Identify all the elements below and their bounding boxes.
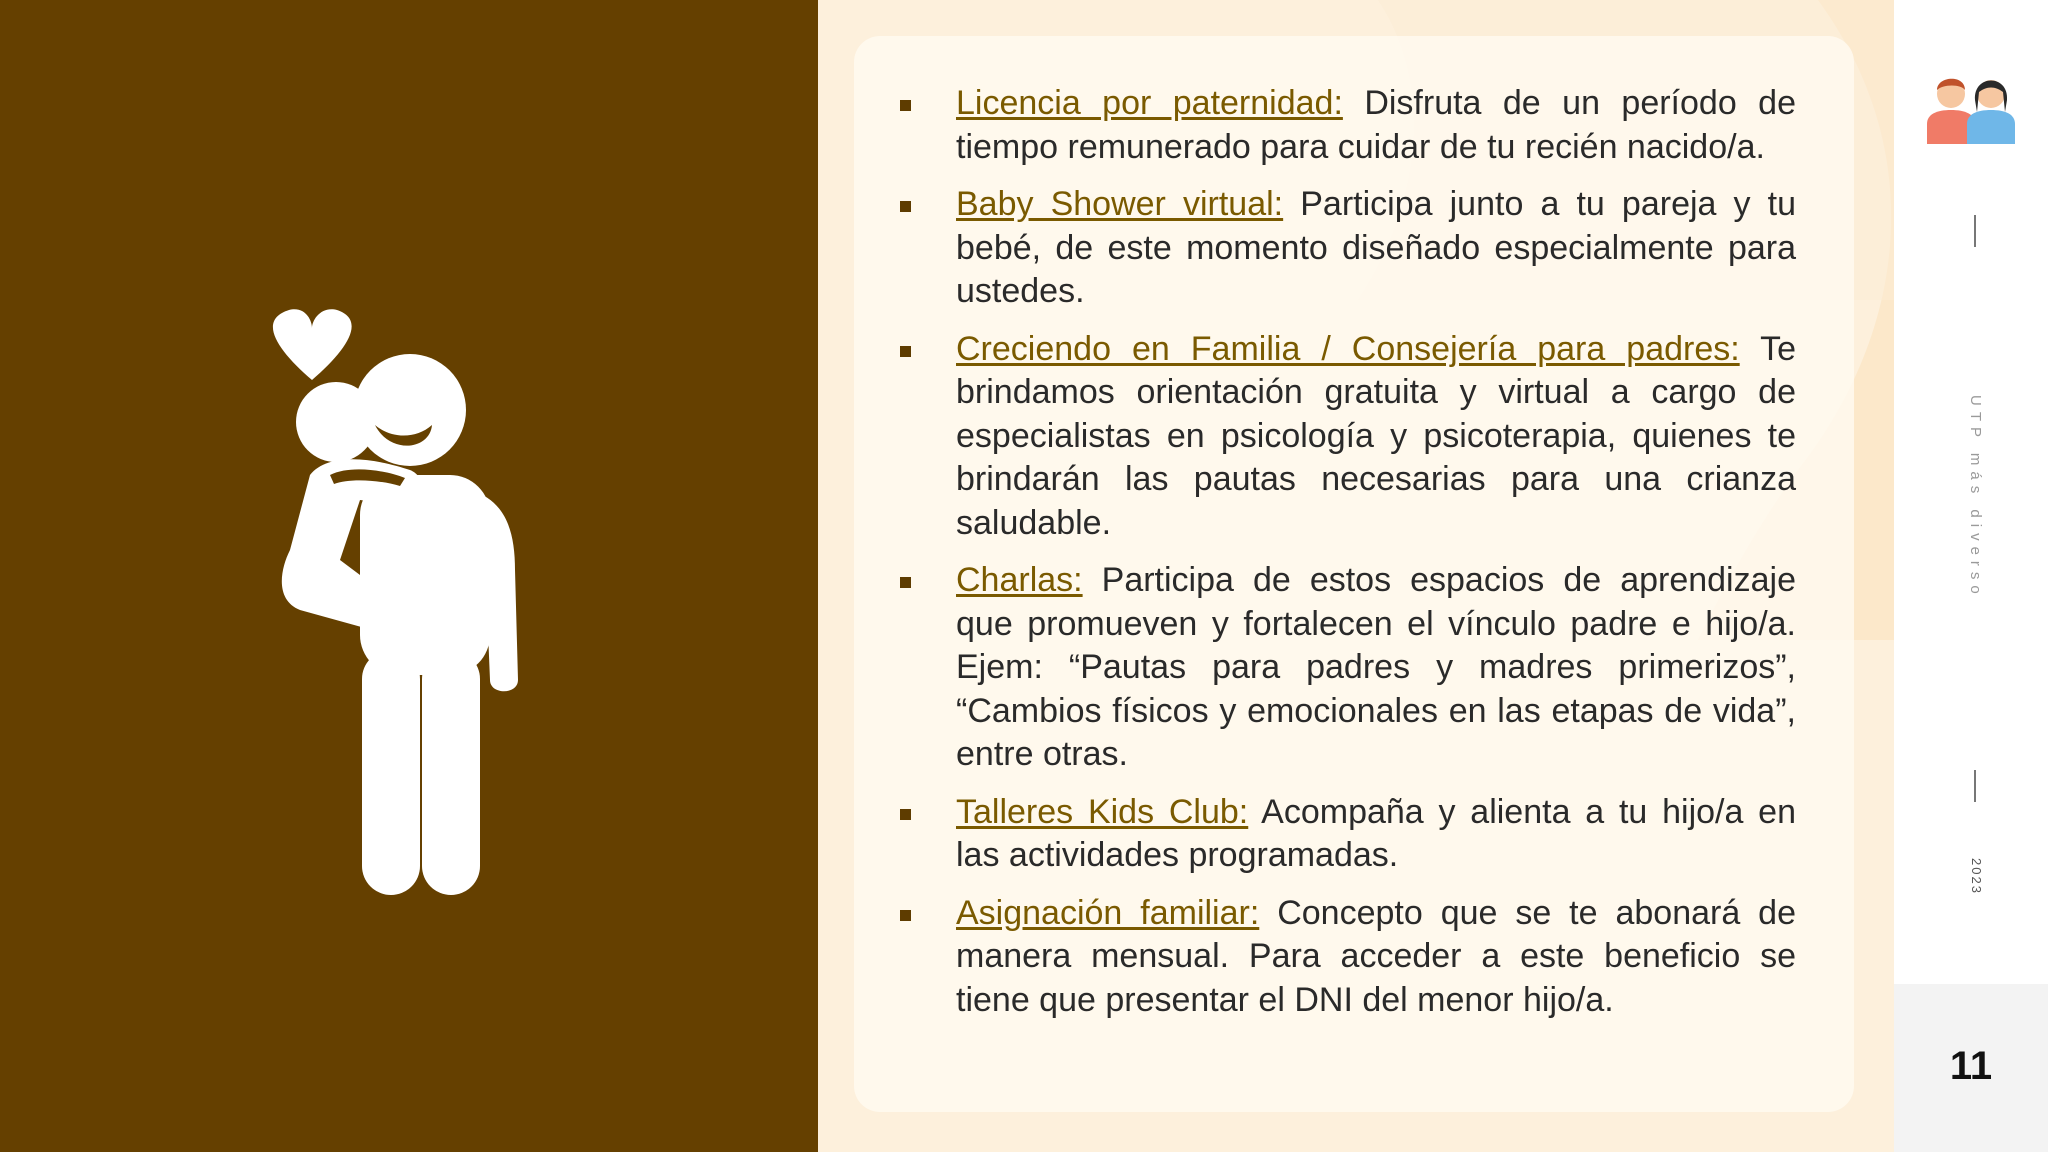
list-item [956,892,1796,1023]
vertical-tagline: UTP más diverso [1967,395,1984,600]
square-bullet-icon [900,577,911,588]
left-image-panel [0,0,818,1152]
parent-holding-baby-icon [270,300,550,900]
vertical-year: 2023 [1969,858,1984,895]
benefit-term[interactable]: Charlas: [956,561,1083,599]
square-bullet-icon [900,910,911,921]
benefit-term[interactable]: Talleres Kids Club: [956,792,1249,831]
list-item [956,791,1796,878]
benefit-description: Te brindamos orientación gratuita y virtual a cargo de especialistas en psicología y psicoterapia, quienes te brindarán las pautas necesarias para una crianza saludable. [956,329,1796,542]
list-item [956,559,1796,777]
page-number: 11 [1949,1044,1993,1088]
benefit-description: Disfruta de un período de tiempo remunerado para cuidar de tu recién nacido/a. [956,84,1796,166]
divider-line [1974,215,1976,247]
square-bullet-icon [900,100,911,111]
benefit-term[interactable]: Creciendo en Familia / Consejería para padres: [956,329,1740,368]
benefits-list [956,82,1796,1036]
list-item [956,82,1796,169]
list-item [956,328,1796,546]
right-sidebar [1894,0,2048,1152]
divider-line [1974,770,1976,802]
family-couple-icon [1921,66,2021,144]
list-item [956,183,1796,314]
benefit-description: Concepto que se te abonará de manera mensual. Para acceder a este beneficio se tiene que presentar el DNI del menor hijo/a. [956,893,1796,1019]
benefit-term[interactable]: Asignación familiar: [956,893,1260,932]
benefit-term[interactable]: Baby Shower virtual: [956,185,1284,223]
benefit-term[interactable]: Licencia por paternidad: [956,84,1343,122]
benefit-description: Acompaña y alienta a tu hijo/a en las actividades programadas. [956,792,1796,874]
benefit-description: Participa junto a tu pareja y tu bebé, de este momento diseñado especialmente para ustedes. [956,185,1797,310]
square-bullet-icon [900,201,911,212]
square-bullet-icon [900,809,911,820]
square-bullet-icon [900,346,911,357]
benefit-description: Participa de estos espacios de aprendizaje que promueven y fortalecen el vínculo padre e hijo/a. Ejem: “Pautas para padres y madres primerizos”, “Cambios físicos y emocionales en las etapas de vida”, entre otras. [956,561,1796,773]
